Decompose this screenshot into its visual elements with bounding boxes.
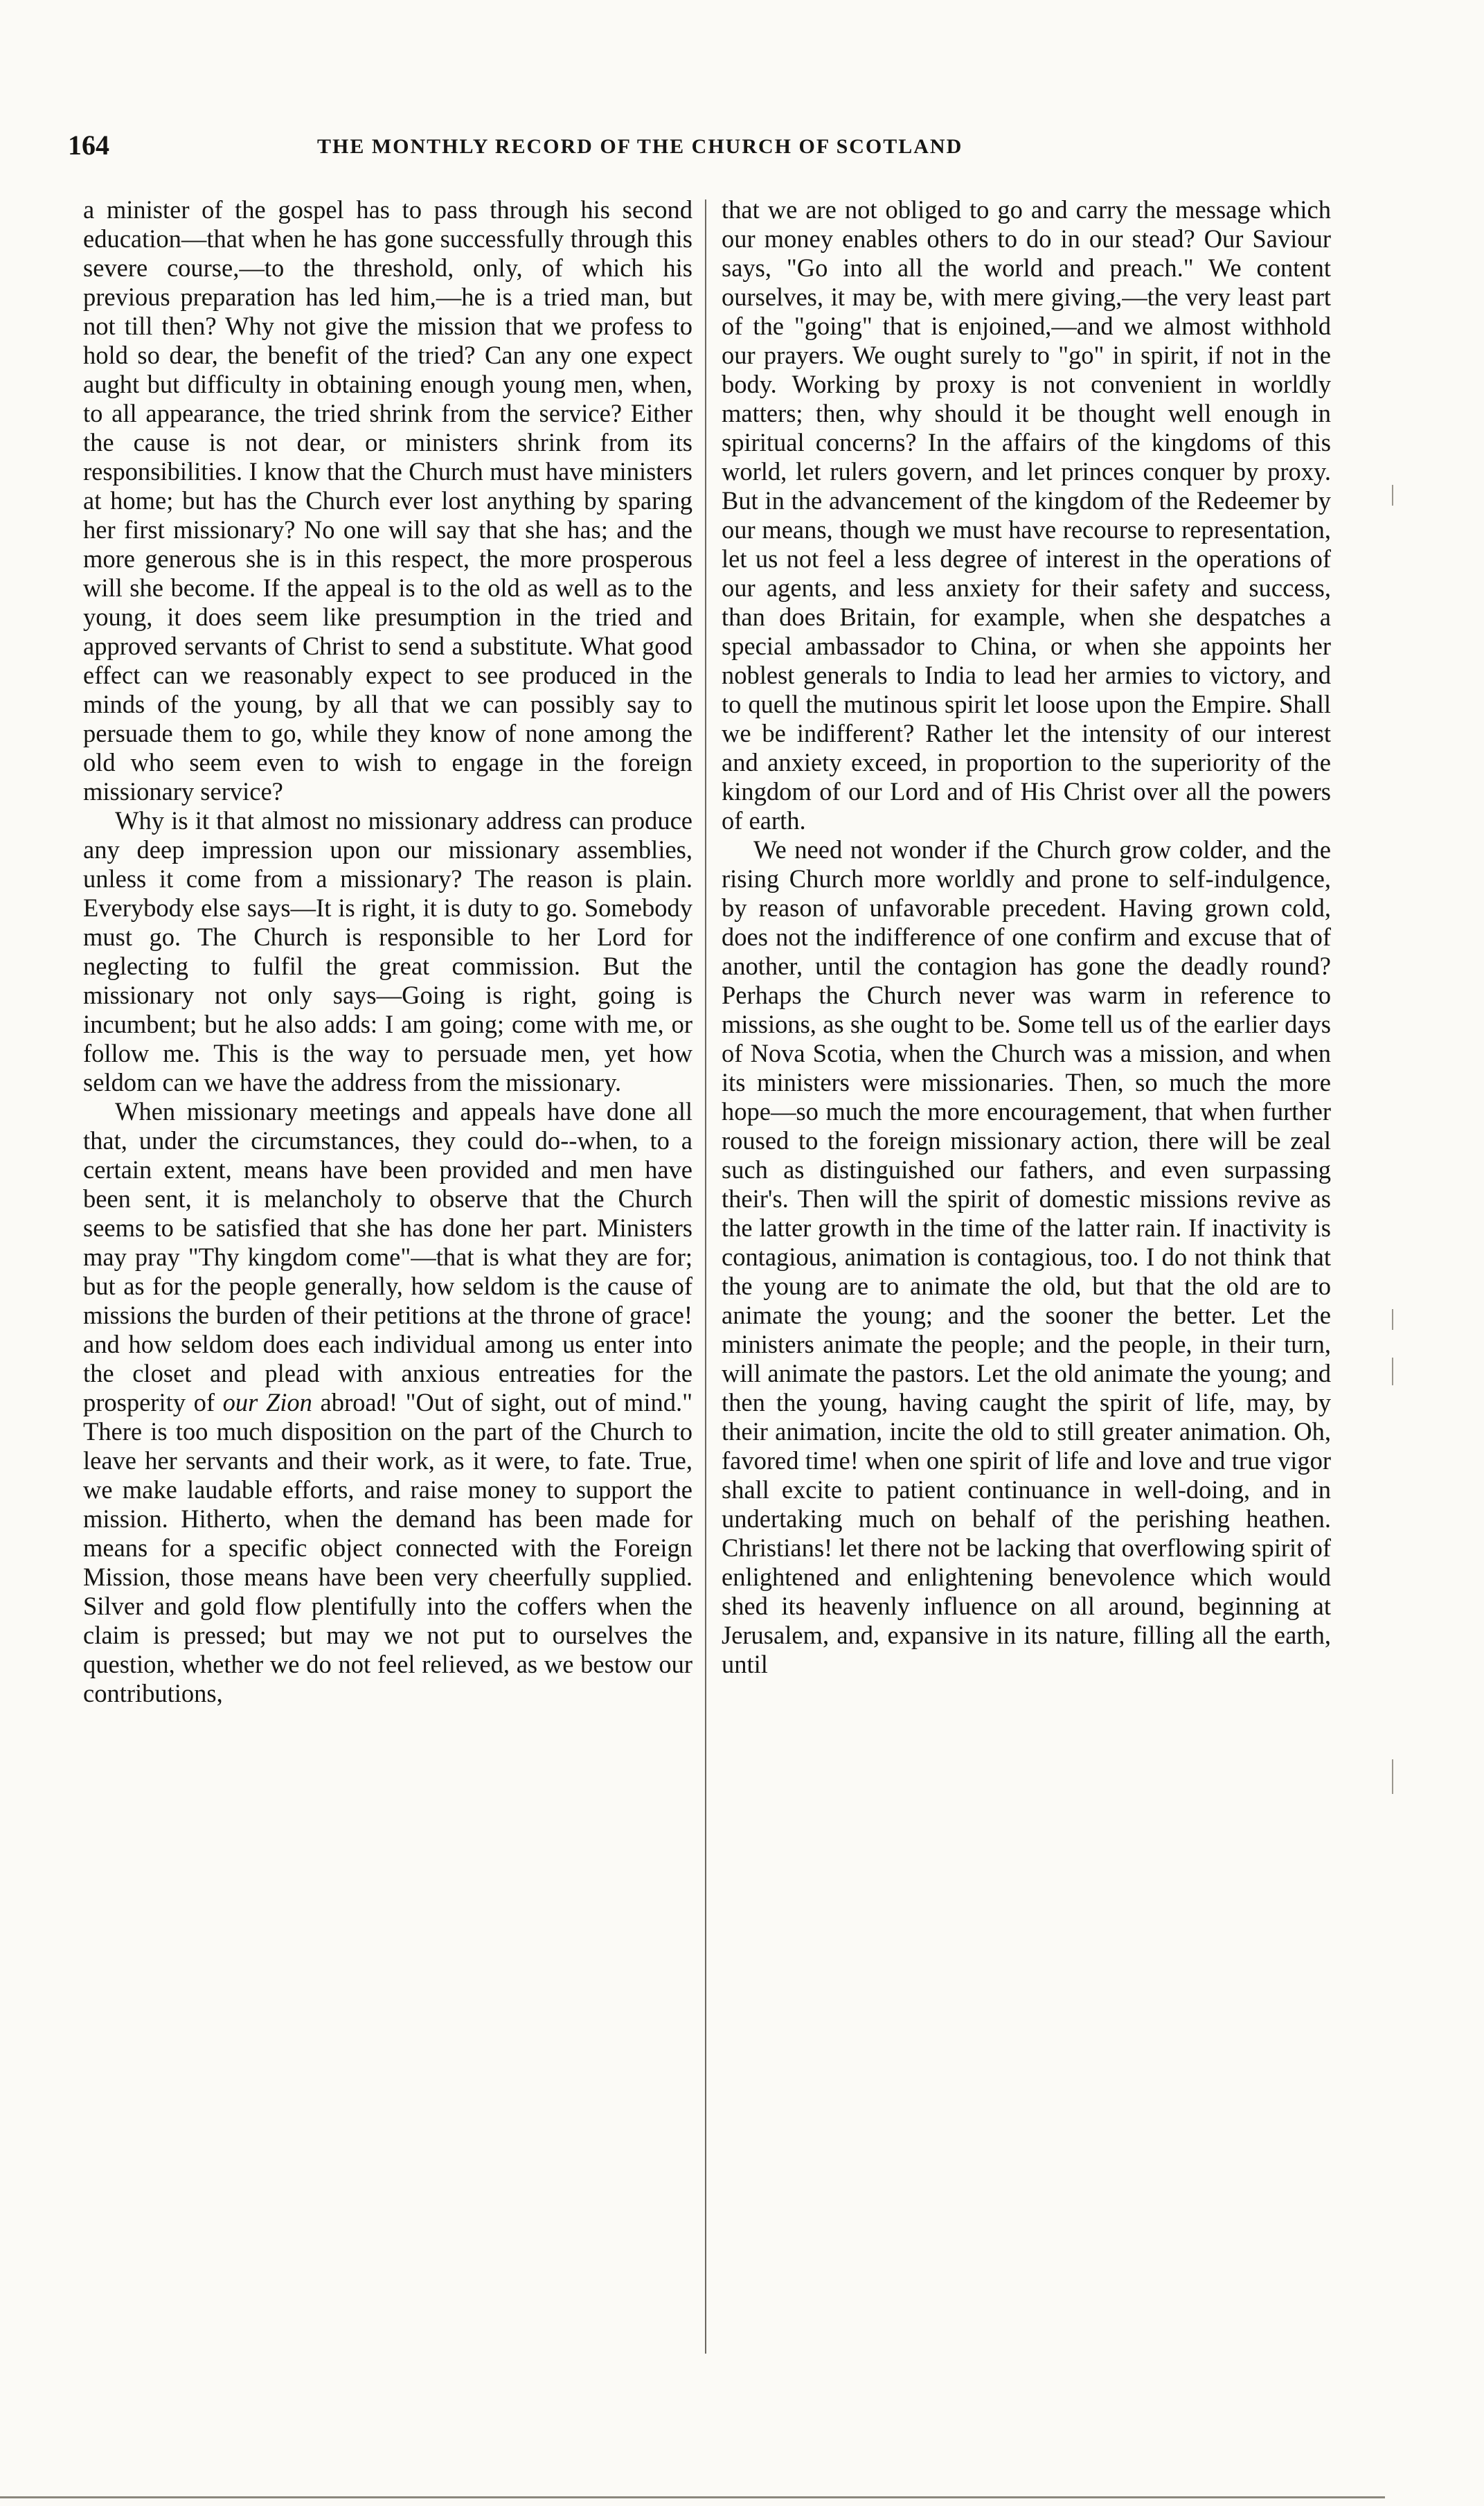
page-header	[68, 129, 1342, 177]
margin-mark	[1392, 1358, 1393, 1385]
paragraph: Why is it that almost no missionary address can produce any deep impression upon our missionary assemblies, unless it come from a missionary? The reason is plain. Everybody else says—It is right, it is duty to go. Somebody must go. The Church is responsible to her Lord for neglecting to fulfil the great commission. But the missionary not only says—Going is right, going is incumbent; but he also adds: I am going; come with me, or follow me. This is the way to persuade men, yet how seldom can we have the address from the missionary.	[83, 806, 692, 1096]
paragraph: a minister of the gospel has to pass through his second education—that when he has gone successfully through this severe course,—to the threshold, only, of which his previous preparation has led him,—he is a tried man, but not till then? Why not give the mission that we profess to hold so dear, the benefit of the tried? Can any one expect aught but difficulty in obtaining enough young men, when, to all appearance, the tried shrink from the service? Either the cause is not dear, or ministers shrink from its responsibilities. I know that the Church must have ministers at home; but has the Church ever lost anything by sparing her first missionary? No one will say that she has; and the more generous she is in this respect, the more prosperous will she become. If the appeal is to the old as well as to the young, it does seem like presumption in the tried and approved servants of Christ to send a substitute. What good effect can we reasonably expect to see produced in the minds of the young, by all that we can possibly say to persuade them to go, while they know of none among the old who seem even to wish to engage in the foreign missionary service?	[83, 195, 692, 806]
left-column	[83, 195, 692, 1708]
running-head: THE MONTHLY RECORD OF THE CHURCH OF SCOTLAND	[317, 135, 963, 158]
margin-mark	[1392, 1759, 1393, 1794]
italic-phrase: our Zion	[222, 1388, 312, 1416]
page-number: 164	[68, 130, 109, 161]
paragraph-text: abroad! "Out of sight, out of mind." There is too much disposition on the part of the Church to leave her servants and their work, as it were, to fate. True, we make laudable efforts, and raise money to support the mission. Hitherto, when the demand has been made for means for a specific object connected with the Foreign Mission, those means have been very cheerfully supplied. Silver and gold flow plentifully into the coffers when the claim is pressed; but may we not put to ourselves the question, whether we do not feel relieved, as we bestow our contributions,	[83, 1388, 692, 1707]
column-divider	[705, 199, 706, 2354]
page-bottom-rule	[0, 2496, 1385, 2498]
margin-mark	[1392, 485, 1393, 506]
paragraph: that we are not obliged to go and carry the message which our money enables others to do in our stead? Our Saviour says, "Go into all the world and preach." We content ourselves, it may be, with mere giving,—the very least part of the "going" that is enjoined,—and we almost withhold our prayers. We ought surely to "go" in spirit, if not in the body. Working by proxy is not convenient in worldly matters; then, why should it be thought well enough in spiritual concerns? In the affairs of the kingdoms of this world, let rulers govern, and let princes conquer by proxy. But in the advancement of the kingdom of the Redeemer by our means, though we must have recourse to representation, let us not feel a less degree of interest in the operations of our agents, and less anxiety for their safety and success, than does Britain, for example, when she despatches a special ambassador to China, or when she appoints her noblest generals to India to lead her armies to victory, and to quell the mutinous spirit let loose upon the Empire. Shall we be indifferent? Rather let the intensity of our interest and anxiety exceed, in proportion to the superiority of the kingdom of our Lord and of His Christ over all the powers of earth.	[722, 195, 1331, 835]
right-column	[722, 195, 1331, 1679]
paragraph	[83, 1097, 692, 1708]
margin-mark	[1392, 1309, 1393, 1330]
paragraph-text: When missionary meetings and appeals have done all that, under the circumstances, they could do--when, to a certain extent, means have been provided and men have been sent, it is melancholy to observe that the Church seems to be satisfied that she has done her part. Ministers may pray "Thy kingdom come"—that is what they are for; but as for the people generally, how seldom is the cause of missions the burden of their petitions at the throne of grace! and how seldom does each individual among us enter into the closet and plead with anxious entreaties for the prosperity of	[83, 1097, 692, 1416]
paragraph: We need not wonder if the Church grow colder, and the rising Church more worldly and prone to self-indulgence, by reason of unfavorable precedent. Having grown cold, does not the indifference of one confirm and excuse that of another, until the contagion has gone the deadly round? Perhaps the Church never was warm in reference to missions, as she ought to be. Some tell us of the earlier days of Nova Scotia, when the Church was a mission, and when its ministers were missionaries. Then, so much the more hope—so much the more encouragement, that when further roused to the foreign missionary action, there will be zeal such as distinguished our fathers, and even surpassing their's. Then will the spirit of domestic missions revive as the latter growth in the time of the latter rain. If inactivity is contagious, animation is contagious, too. I do not think that the young are to animate the old, but that the old are to animate the young; and the sooner the better. Let the ministers animate the people; and the people, in their turn, will animate the pastors. Let the old animate the young; and then the young, having caught the spirit of life, may, by their animation, incite the old to still greater animation. Oh, favored time! when one spirit of life and love and true vigor shall excite to patient continuance in well-doing, and in undertaking much on behalf of the perishing heathen. Christians! let there not be lacking that overflowing spirit of enlightened and enlightening benevolence which would shed its heavenly influence on all around, beginning at Jerusalem, and, expansive in its nature, filling all the earth, until	[722, 835, 1331, 1678]
